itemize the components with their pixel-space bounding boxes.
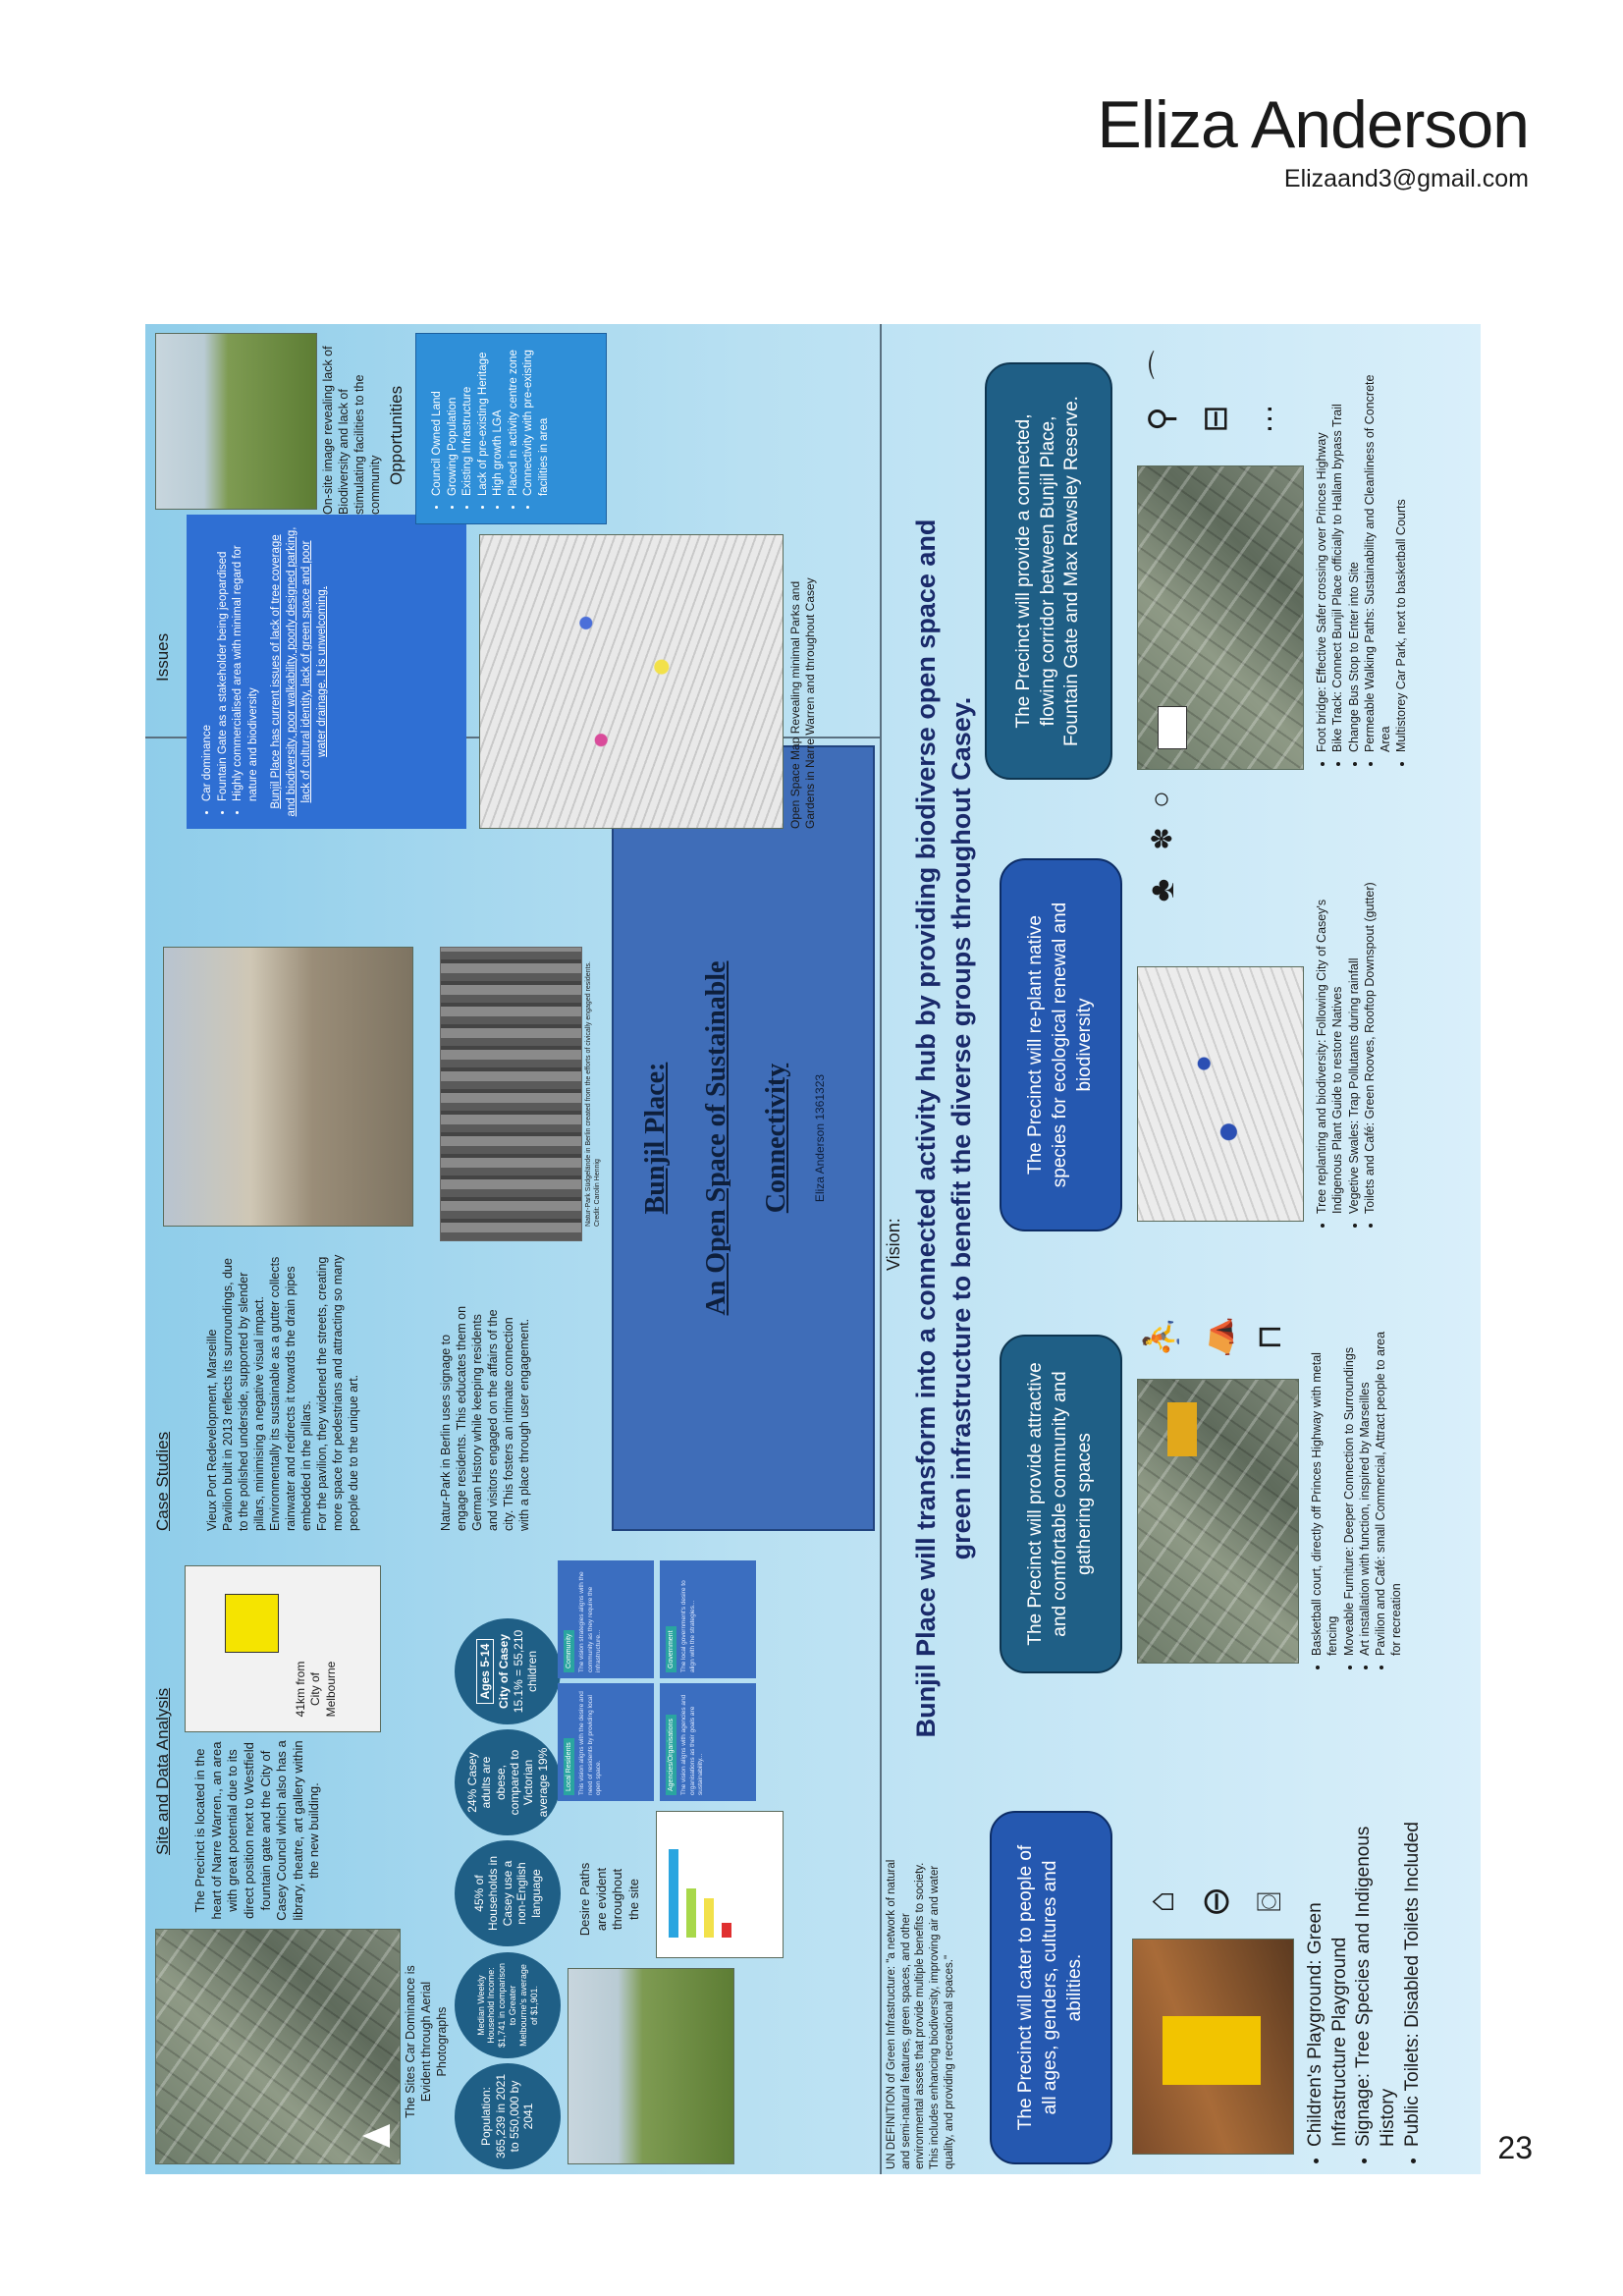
title-line-2: An Open Space of Sustainable: [700, 960, 731, 1316]
strategy-4-bullet: • Change Bus Stop to Enter into Site: [1346, 348, 1362, 752]
issues-summary: Bunjil Place has current issues of lack of tree coverage and biodiversity, poor walkability, poorly designed parking, lack of cultural identity, lack of green space and poor water drainage. It is unwelcoming.: [270, 526, 328, 817]
un-definition: UN DEFINITION of Green Infrastructure: "a network of natural and semi-natural features, green spaces, and other environmental assets that provide multiple benefits to society. This includes enhancing biodiversity, improving air and water quality, and providing recreational spaces.": [886, 1859, 955, 2169]
page-header-email[interactable]: Elizaand3@gmail.com: [1283, 165, 1529, 192]
opportunities-box: [415, 333, 607, 524]
strategy-4-bullet: • Multistorey Car Park, next to basketball Courts: [1393, 348, 1409, 752]
marseille-text: Vieux Port Redevelopment, Marseille Pavilion built in 2013 reflects its surroundings, due to the polished underside, supported by slender pillars, minimising a negative visual impact. Environmentally its sustainable as a gutter collects rainwater and redirects it towards the drain pipes embedded in the pillars. For the pavilion, they widened the streets, creating more space for pedestrians and attracting so many people due to the unique art.: [205, 1254, 360, 1531]
strategy-1-bullet: • Children's Playground: Green Infrastructure Playground: [1304, 1821, 1352, 2147]
cyclist-icon: ⚲: [1143, 407, 1180, 431]
stat-income: Median Weekly Household Income: $1,741 in comparison to Greater Melbourne's average of $1,901.: [455, 1952, 561, 2058]
vision-label: Vision:: [884, 1218, 903, 1271]
mini-text: This vision aligns with the desire and need of residents by providing local open space.: [578, 1691, 602, 1795]
minus-circle-icon: ⊖: [1195, 1886, 1237, 1918]
mini-box-agencies: [660, 1683, 756, 1801]
title-line-3: Connectivity: [761, 1063, 792, 1214]
connectivity-map: [1137, 465, 1304, 770]
mini-label: Agencies/Organisations: [666, 1715, 676, 1795]
strategy-3-bullet: • Toilets and Café: Green Rooves, Rooftop Downspout (gutter): [1362, 858, 1378, 1214]
opportunity-item: • High growth LGA: [491, 346, 507, 496]
open-space-map-caption: Open Space Map Revealing minimal Parks and Gardens in Narre Warren and throughout Casey: [788, 577, 818, 829]
strategy-3-bullet: • Tree replanting and biodiversity: Following City of Casey's Indigenous Plant Guide to restore Natives: [1314, 858, 1346, 1214]
strategy-3-bullet: • Vegetive Swales: Trap Pollutants during rainfall: [1346, 858, 1362, 1214]
issue-item: • Car dominance: [200, 526, 216, 801]
mini-text: The vision aligns with agencies and organisations as their goals are sustainability...: [680, 1694, 704, 1795]
case-studies-heading: Case Studies: [153, 1431, 172, 1531]
strategy-4-bullet: • Permeable Walking Paths: Sustainability and Cleanliness of Concrete Area: [1362, 348, 1394, 752]
project-title-box: [612, 745, 875, 1531]
mini-label: Community: [564, 1630, 574, 1672]
desire-path-photo: [568, 1968, 734, 2164]
mini-label: Local Residents: [564, 1738, 574, 1795]
aerial-photo: [155, 1929, 401, 2164]
stat-children: [455, 1618, 561, 1724]
mini-label: Government: [666, 1626, 676, 1672]
strategy-1-list: [1304, 1821, 1425, 2164]
bus-icon: ⊟: [1197, 405, 1234, 433]
issue-item: • Fountain Gate as a stakeholder being jeopardised: [216, 526, 232, 801]
stat-obesity: 24% Casey adults are obese, compared to Victorian average 19%: [455, 1729, 561, 1835]
strategy-2-bullet: • Pavilion and Café: small Commercial, Attract people to area for recreation: [1373, 1320, 1405, 1656]
berlin-photos: [440, 947, 582, 1241]
strategy-2-list: [1309, 1320, 1405, 1673]
onsite-photo-caption: On-site image revealing lack of Biodiversity and lack of stimulating facilities to the community: [321, 346, 382, 515]
water-drop-icon: ○: [1145, 790, 1177, 809]
opportunity-item: • Lack of pre-existing Heritage: [476, 346, 492, 496]
opportunity-item: • Placed in activity centre zone: [507, 346, 522, 496]
berlin-caption: Natur-Park Südgelände in Berlin created from the efforts of civically engaged residents. Credit: Carolin Hennig: [585, 961, 601, 1227]
biodiversity-map: [1137, 966, 1304, 1222]
bridge-icon: ⌒: [1149, 350, 1181, 380]
strategy-4-bullet: • Foot bridge: Effective Safer crossing over Princes Highway: [1314, 348, 1329, 752]
strategy-pill-inclusive: The Precinct will cater to people of all ages, genders, cultures and abilities.: [990, 1811, 1112, 2164]
onsite-photo: [155, 333, 317, 510]
route-icon: ⋯: [1253, 404, 1286, 434]
mini-box-government: [660, 1560, 756, 1678]
melbourne-map: [185, 1565, 381, 1732]
strategy-pill-biodiversity: The Precinct will re-plant native species for ecological renewal and biodiversity: [1000, 858, 1122, 1231]
page-header-name: Eliza Anderson: [1097, 87, 1529, 162]
opportunities-heading: Opportunities: [387, 385, 406, 485]
berlin-text: Natur-Park in Berlin uses signage to engage residents. This educates them on German History while keeping residents and visitors engaged on the affairs of the city. This fosters an intimate connection with a place through user engagement.: [439, 1305, 531, 1531]
divider-horizontal: [880, 324, 882, 2174]
strategy-4-list: [1314, 348, 1410, 770]
mini-box-community: [558, 1560, 654, 1678]
age-title: Ages 5-14: [476, 1639, 494, 1705]
site-heading: Site and Data Analysis: [153, 1687, 172, 1855]
age-value: 15.1% = 55,210 children: [511, 1629, 539, 1714]
basketball-icon: ⛹: [1143, 1316, 1180, 1358]
strategy-1-bullet: • Public Toilets: Disabled Toilets Included: [1401, 1821, 1426, 2147]
strategy-2-bullet: • Art installation with function, inspired by Marseilles: [1357, 1320, 1373, 1656]
bar-chart-image: [656, 1811, 784, 1958]
site-description: The Precinct is located in the heart of Narre Warren., an area with great potential due to its direct position next to Westfield fountain gate and the City of Casey Council which also has a library, theatre, art gallery within the new building.: [192, 1740, 322, 1921]
age-subtitle: City of Casey: [497, 1633, 512, 1710]
stat-language: 45% of Households in Casey use a non-English language: [455, 1840, 561, 1946]
opportunity-item: • Connectivity with pre-existing facilities in area: [521, 346, 552, 496]
stat-population: Population: 365,239 in 2021 to 550,000 by 2041: [455, 2063, 561, 2169]
strategy-pill-gathering: The Precinct will provide attractive and comfortable community and gathering spaces: [1000, 1335, 1122, 1673]
title-line-1: Bunjil Place:: [640, 1062, 671, 1215]
strategy-2-bullet: • Moveable Furniture: Deeper Connection to Surroundings: [1341, 1320, 1357, 1656]
poster-canvas: [145, 324, 1481, 2174]
open-space-map: [479, 534, 784, 829]
strategy-2-bullet: • Basketball court, directly off Princes Highway with metal fencing: [1309, 1320, 1341, 1656]
mini-text: The local government's desire to align with the strategies...: [680, 1580, 696, 1672]
desire-path-caption: Desire Paths are evident throughout the site: [577, 1862, 641, 1937]
market-stall-icon: ⛺: [1197, 1316, 1234, 1358]
casey-highlight-shape: [225, 1594, 279, 1653]
issue-item: • Highly commercialised area with minimal regard for nature and biodiversity: [231, 526, 261, 801]
bench-icon: ⊓: [1251, 1324, 1288, 1350]
flower-icon: ✽: [1146, 827, 1177, 850]
gathering-map: [1137, 1379, 1299, 1664]
vision-statement-1: Bunjil Place will transform into a connected activity hub by providing biodiverse open space and: [911, 519, 941, 1738]
strategy-1-bullet: • Signage: Tree Species and Indigenous History: [1352, 1821, 1400, 2147]
poster-panel: [145, 324, 1481, 2174]
signage-photo: [1132, 1939, 1294, 2155]
map-distance-label: 41km from City of Melbourne: [294, 1661, 338, 1718]
vision-statement-2: green infrastructure to benefit the diverse groups throughout Casey.: [947, 696, 976, 1560]
issues-heading: Issues: [153, 632, 172, 682]
opportunity-item: • Council Owned Land: [430, 346, 446, 496]
author-line: Eliza Anderson 1361323: [812, 1073, 827, 1203]
playground-icon: ⌂: [1140, 1890, 1182, 1913]
mini-text: The vision strategies aligns with the community as they require the infrastructure...: [578, 1571, 602, 1672]
marseille-photo: [163, 947, 413, 1227]
mini-box-local-residents: [558, 1683, 654, 1801]
aerial-caption: The Sites Car Dominance is Evident through Aerial Photographs: [404, 1965, 449, 2118]
page-number: 23: [1497, 2130, 1533, 2165]
strategy-4-bullet: • Bike Track: Connect Bunjil Place officially to Hallam bypass Trail: [1329, 348, 1345, 752]
strategy-pill-connectivity: The Precinct will provide a connected, flowing corridor between Bunjil Place, Fountain Gate and Max Rawsley Reserve.: [985, 362, 1112, 780]
north-arrow-icon: [362, 2124, 390, 2148]
issues-box: [187, 515, 466, 829]
tree-icon: ♣: [1141, 878, 1181, 902]
strategy-3-list: [1314, 858, 1378, 1231]
opportunity-item: • Existing Infrastructure: [460, 346, 476, 496]
opportunity-item: • Growing Population: [446, 346, 461, 496]
toilet-roll-icon: ⌼: [1250, 1891, 1288, 1912]
